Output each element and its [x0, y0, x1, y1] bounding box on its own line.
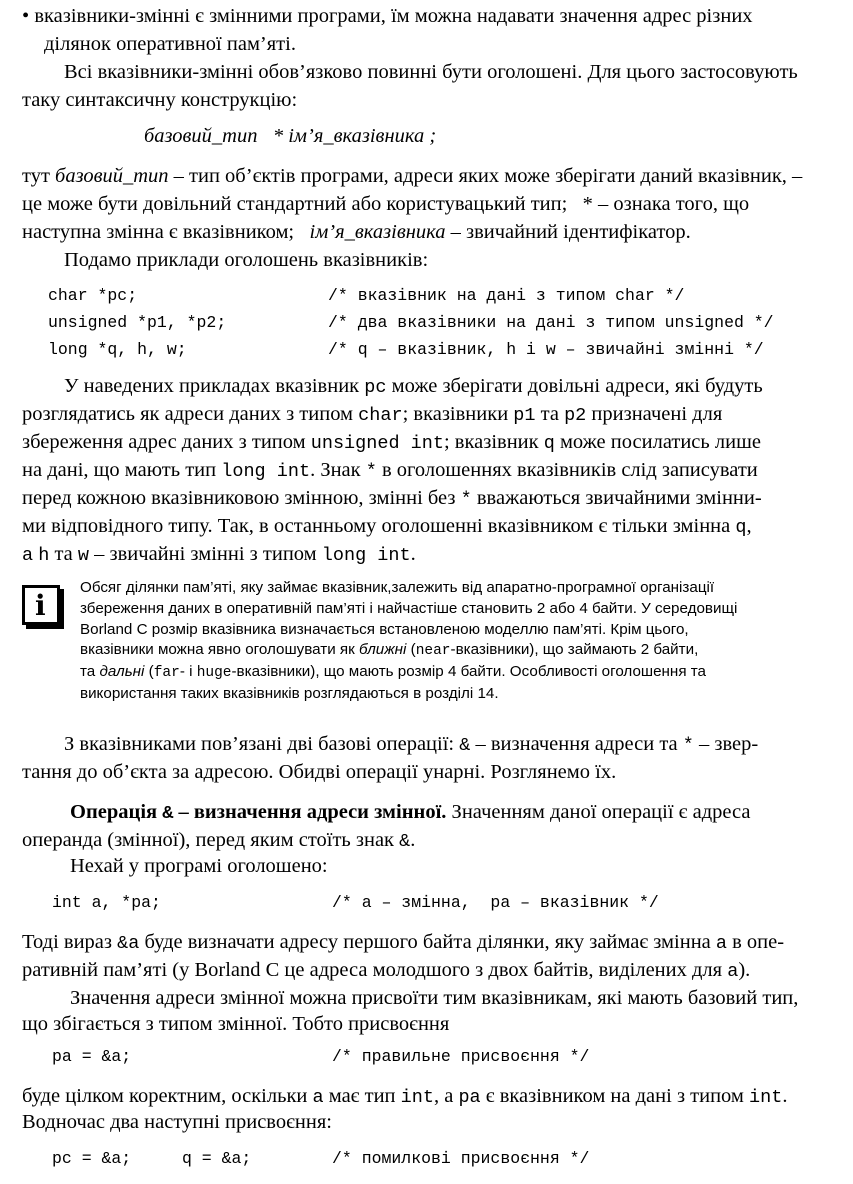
- explain-line1: [22, 162, 828, 190]
- text: може зберігати довільні адреси, які будуть: [386, 375, 763, 397]
- code-comment: /* a – змінна, pa – вказівник */: [332, 893, 659, 912]
- examples-explain-line6: [22, 512, 828, 542]
- text: – звичайний ідентифікатор.: [445, 221, 691, 243]
- inline-code: a: [715, 933, 727, 954]
- text: . Знак: [310, 459, 366, 481]
- text: та: [80, 663, 100, 681]
- declared-intro: Нехай у програмі оголошено:: [70, 855, 328, 877]
- bullet-text: вказівники-змінні є змінними програми, їм можна надавати значення адрес різних: [34, 5, 753, 27]
- text: , а: [433, 1085, 459, 1107]
- info-icon: [22, 585, 60, 625]
- inline-code: a: [312, 1087, 324, 1108]
- decl-intro-line2: таку синтаксичну конструкцію:: [22, 89, 298, 111]
- section-heading: Операція: [70, 801, 163, 823]
- inline-code: &: [399, 831, 411, 852]
- inline-code: pc: [364, 377, 387, 398]
- assign-explain-line2: Водночас два наступні присвоєння:: [22, 1111, 332, 1133]
- note-line: [80, 662, 830, 684]
- term-pointer-name: ім’я_вказівника: [309, 221, 446, 243]
- text: ; вказівник: [443, 431, 544, 453]
- text: призначені для: [586, 403, 723, 425]
- code-comment: /* два вказівники на дані з типом unsigned */: [328, 313, 774, 332]
- assign-intro-line2: що збігається з типом змінної. Тобто присвоєння: [22, 1013, 450, 1035]
- inline-code: unsigned int: [310, 433, 444, 454]
- text: ративній пам’яті (у Borland C це адреса молодшого з двох байтів, виділених для: [22, 959, 728, 981]
- term-base-type: базовий_тип: [55, 165, 169, 187]
- text: збереження адрес даних з типом: [22, 431, 311, 453]
- text: Тоді вираз: [22, 931, 118, 953]
- text: -вказівники), що займають 2 байти,: [450, 641, 699, 659]
- explain-line3: [22, 218, 828, 246]
- text: - і: [179, 663, 197, 681]
- text: та: [535, 403, 565, 425]
- inline-code: long int: [321, 545, 411, 566]
- inline-code: far: [153, 665, 180, 682]
- info-glyph: i: [35, 589, 46, 622]
- term: ближні: [359, 641, 407, 659]
- syntax-construction: базовий_тип * ім’я_вказівника ;: [144, 125, 437, 147]
- note-line: збереження даних в оперативній пам’яті і найчастіше становить 2 або 4 байти. У середовищі: [80, 599, 738, 617]
- examples-explain-line1: [64, 372, 828, 402]
- inline-code: near: [415, 643, 451, 660]
- inline-code: &a: [117, 933, 140, 954]
- text: в оголошеннях вказівників слід записувати: [376, 459, 758, 481]
- text: є вказівником на дані з типом: [480, 1085, 750, 1107]
- text: буде визначати адресу першого байта ділянки, яку займає змінна: [139, 931, 716, 953]
- op-addr-line1: [70, 798, 828, 828]
- text: в опе-: [727, 931, 785, 953]
- text: – тип об’єктів програми, адреси яких може зберігати даний вказівник, –: [168, 165, 803, 187]
- bullet-marker: •: [22, 5, 30, 27]
- inline-code: *: [682, 735, 694, 756]
- code-line: pa = &a;: [52, 1047, 132, 1066]
- code-line: char *pc;: [48, 286, 138, 305]
- code-line: unsigned *p1, *p2;: [48, 313, 227, 332]
- text: може посилатись лише: [554, 431, 761, 453]
- inline-code: &: [162, 803, 174, 824]
- addr-explain-line1: [22, 928, 828, 958]
- addr-explain-line2: [22, 956, 828, 986]
- note-line: Borland C розмір вказівника визначається встановленою моделлю пам’яті. Крім цього,: [80, 620, 689, 638]
- text: вказівники можна явно оголошувати як: [80, 641, 360, 659]
- inline-code: long int: [221, 461, 311, 482]
- examples-explain-line5: [22, 484, 828, 514]
- inline-code: char: [358, 405, 403, 426]
- text: .: [782, 1085, 788, 1107]
- text: – визначення адреси та: [470, 733, 683, 755]
- inline-code: p2: [564, 405, 587, 426]
- text: ; вказівники: [402, 403, 514, 425]
- text: У наведених прикладах вказівник: [64, 375, 365, 397]
- inline-code: huge: [196, 665, 232, 682]
- inline-code: a: [727, 961, 739, 982]
- inline-code: a: [22, 545, 34, 566]
- text: – звер-: [693, 733, 759, 755]
- inline-code: &: [459, 735, 471, 756]
- examples-explain-line4: [22, 456, 828, 486]
- inline-code: q: [735, 517, 747, 538]
- examples-explain-line3: [22, 428, 828, 458]
- note-line: Обсяг ділянки пам’яті, яку займає вказівник,залежить від апаратно-програмної організації: [80, 579, 715, 596]
- text: операнда (змінної), перед яким стоїть знак: [22, 829, 400, 851]
- text: .: [410, 543, 416, 565]
- inline-code: pa: [458, 1087, 481, 1108]
- code-comment: /* вказівник на дані з типом char */: [328, 286, 685, 305]
- note-line: [80, 640, 830, 662]
- text: розглядатись як адреси даних з типом: [22, 403, 359, 425]
- inline-code: w: [77, 545, 90, 566]
- code-line: int a, *pa;: [52, 893, 161, 912]
- text: .: [410, 829, 416, 851]
- text: (: [406, 641, 416, 659]
- text: З вказівниками пов’язані дві базові операції:: [64, 733, 460, 755]
- ops-intro-line2: тання до об’єкта за адресою. Обидві операції унарні. Розглянемо їх.: [22, 761, 617, 783]
- text: ми відповідного типу. Так, в останньому оголошенні вказівником є тільки змінна: [22, 515, 736, 537]
- examples-explain-line2: [22, 400, 828, 430]
- bullet-paragraph: [22, 2, 828, 30]
- text: на дані, що мають тип: [22, 459, 222, 481]
- note-line: використання таких вказівників розглядаються в розділі 14.: [80, 684, 499, 702]
- text: ).: [738, 959, 751, 981]
- examples-explain-line7: [22, 540, 828, 570]
- inline-code: *: [365, 461, 377, 482]
- text: -вказівники), що мають розмір 4 байти. Особливості оголошення та: [231, 663, 706, 681]
- code-line: long *q, h, w;: [48, 340, 187, 359]
- term: дальні: [99, 663, 145, 681]
- inline-code: *: [460, 489, 472, 510]
- code-comment: /* правильне присвоєння */: [332, 1047, 590, 1066]
- assign-intro-line1: Значення адреси змінної можна присвоїти тим вказівникам, які мають базовий тип,: [70, 987, 799, 1009]
- text: перед кожною вказівниковою змінною, змінні без: [22, 487, 461, 509]
- text: вважаються звичайними змінни-: [471, 487, 762, 509]
- bullet-paragraph-line2: ділянок оперативної пам’яті.: [44, 33, 296, 55]
- explain-line2: це може бути довільний стандартний або користувацький тип; * – ознака того, що: [22, 193, 750, 215]
- inline-code: int: [749, 1087, 783, 1108]
- code-line: q = &a;: [182, 1149, 252, 1168]
- decl-intro-line1: Всі вказівники-змінні обов’язково повинні бути оголошені. Для цього застосовують: [64, 61, 798, 83]
- code-comment: /* q – вказівник, h і w – звичайні змінні */: [328, 340, 764, 359]
- text: буде цілком коректним, оскільки: [22, 1085, 313, 1107]
- inline-code: int: [400, 1087, 434, 1108]
- text: – звичайні змінні з типом: [89, 543, 322, 565]
- text: тут: [22, 165, 56, 187]
- text: (: [144, 663, 154, 681]
- code-line: pc = &a;: [52, 1149, 132, 1168]
- text: наступна змінна є вказівником;: [22, 221, 310, 243]
- section-heading: – визначення адреси змінної.: [173, 801, 447, 823]
- examples-intro: Подамо приклади оголошень вказівників:: [64, 249, 429, 271]
- inline-code: h: [38, 545, 50, 566]
- ops-intro-line1: [64, 730, 828, 760]
- text: Значенням даної операції є адреса: [446, 801, 751, 823]
- code-comment: /* помилкові присвоєння */: [332, 1149, 590, 1168]
- info-note: [80, 578, 830, 705]
- inline-code: p1: [513, 405, 536, 426]
- inline-code: q: [543, 433, 555, 454]
- text: та: [49, 543, 78, 565]
- text: має тип: [323, 1085, 401, 1107]
- text: ,: [746, 515, 752, 537]
